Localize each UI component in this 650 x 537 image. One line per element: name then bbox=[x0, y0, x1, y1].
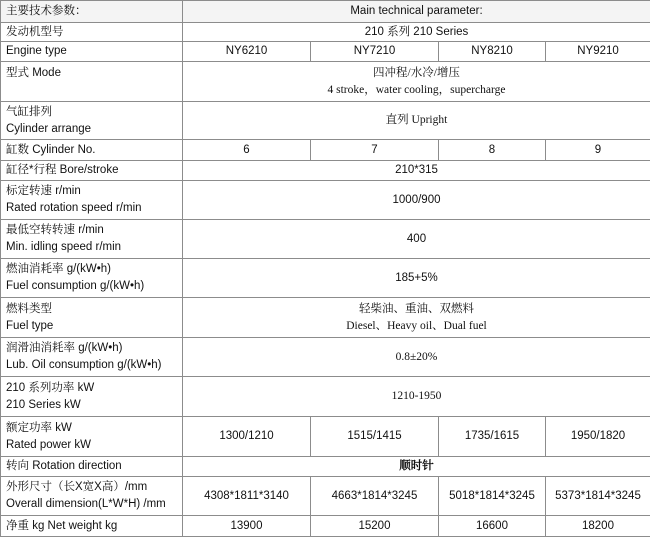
weight-label: 净重 kg Net weight kg bbox=[1, 516, 183, 537]
speed-label-en: Rated rotation speed r/min bbox=[6, 200, 177, 217]
fuel-consumption-label-en: Fuel consumption g/(kW•h) bbox=[6, 278, 177, 295]
rotation-value: 顺时针 bbox=[183, 457, 650, 477]
bore-row bbox=[1, 161, 650, 181]
dimension-label-cn: 外形尺寸（长X宽X高）/mm bbox=[6, 479, 177, 496]
cylinder-cell: 7 bbox=[311, 140, 439, 161]
oil-consumption-label-en: Lub. Oil consumption g/(kW•h) bbox=[6, 357, 177, 374]
rated-power-label bbox=[1, 417, 183, 457]
dimension-cell: 5018*1814*3245 bbox=[439, 477, 546, 516]
fuel-consumption-row bbox=[1, 259, 650, 298]
oil-consumption-value: 0.8±20% bbox=[183, 338, 650, 377]
model-cell: NY8210 bbox=[439, 42, 546, 62]
header-label: 主要技术参数： bbox=[1, 1, 183, 23]
rated-power-cell: 1515/1415 bbox=[311, 417, 439, 457]
model-cell: NY9210 bbox=[546, 42, 650, 62]
rated-power-row bbox=[1, 417, 650, 457]
rotation-row bbox=[1, 457, 650, 477]
dimension-label-en: Overall dimension(L*W*H) /mm bbox=[6, 496, 177, 513]
mode-value-en: 4 stroke，water cooling，supercharge bbox=[188, 82, 645, 99]
cylinder-row bbox=[1, 140, 650, 161]
series-power-row bbox=[1, 377, 650, 417]
rated-power-cell: 1950/1820 bbox=[546, 417, 650, 457]
oil-consumption-row bbox=[1, 338, 650, 377]
model-cell: NY6210 bbox=[183, 42, 311, 62]
oil-consumption-label-cn: 润滑油消耗率 g/(kW•h) bbox=[6, 340, 177, 357]
mode-row bbox=[1, 62, 650, 102]
fuel-type-label-en: Fuel type bbox=[6, 318, 177, 335]
header-row bbox=[1, 1, 650, 23]
rated-power-label-cn: 额定功率 kW bbox=[6, 420, 177, 437]
series-power-label-en: 210 Series kW bbox=[6, 397, 177, 414]
weight-row bbox=[1, 516, 650, 537]
weight-cell: 15200 bbox=[311, 516, 439, 537]
engine-label-en: Engine type bbox=[1, 42, 183, 62]
weight-cell: 13900 bbox=[183, 516, 311, 537]
dimension-cell: 4308*1811*3140 bbox=[183, 477, 311, 516]
series-power-label-cn: 210 系列功率 kW bbox=[6, 380, 177, 397]
dimension-cell: 4663*1814*3245 bbox=[311, 477, 439, 516]
series-label: 210 系列 210 Series bbox=[183, 23, 650, 42]
cylinder-cell: 6 bbox=[183, 140, 311, 161]
idle-label-en: Min. idling speed r/min bbox=[6, 239, 177, 256]
dimension-row bbox=[1, 477, 650, 516]
speed-label bbox=[1, 181, 183, 220]
fuel-consumption-label-cn: 燃油消耗率 g/(kW•h) bbox=[6, 261, 177, 278]
dimension-label bbox=[1, 477, 183, 516]
arrange-label bbox=[1, 102, 183, 140]
cylinder-label: 缸数 Cylinder No. bbox=[1, 140, 183, 161]
fuel-type-row bbox=[1, 298, 650, 338]
idle-row bbox=[1, 220, 650, 259]
oil-consumption-label bbox=[1, 338, 183, 377]
idle-label-cn: 最低空转转速 r/min bbox=[6, 222, 177, 239]
fuel-type-label-cn: 燃料类型 bbox=[6, 301, 177, 318]
arrange-value: 直列 Upright bbox=[183, 102, 650, 140]
speed-value: 1000/900 bbox=[183, 181, 650, 220]
rated-power-cell: 1735/1615 bbox=[439, 417, 546, 457]
fuel-type-value bbox=[183, 298, 650, 338]
series-power-label bbox=[1, 377, 183, 417]
header-title: Main technical parameter: bbox=[183, 1, 650, 23]
arrange-row bbox=[1, 102, 650, 140]
fuel-type-label bbox=[1, 298, 183, 338]
series-power-value: 1210-1950 bbox=[183, 377, 650, 417]
rated-power-label-en: Rated power kW bbox=[6, 437, 177, 454]
idle-value: 400 bbox=[183, 220, 650, 259]
fuel-type-value-cn: 轻柴油、重油、双燃料 bbox=[188, 301, 645, 318]
weight-cell: 18200 bbox=[546, 516, 650, 537]
engine-type-row bbox=[1, 42, 650, 62]
engine-label-cn: 发动机型号 bbox=[1, 23, 183, 42]
idle-label bbox=[1, 220, 183, 259]
mode-value-cn: 四冲程/水冷/增压 bbox=[188, 65, 645, 82]
cylinder-cell: 9 bbox=[546, 140, 650, 161]
engine-series-row bbox=[1, 23, 650, 42]
mode-label: 型式 Mode bbox=[1, 62, 183, 102]
arrange-label-en: Cylinder arrange bbox=[6, 121, 177, 138]
fuel-consumption-value: 185+5% bbox=[183, 259, 650, 298]
model-cell: NY7210 bbox=[311, 42, 439, 62]
dimension-cell: 5373*1814*3245 bbox=[546, 477, 650, 516]
fuel-type-value-en: Diesel、Heavy oil、Dual fuel bbox=[188, 318, 645, 335]
bore-label: 缸径*行程 Bore/stroke bbox=[1, 161, 183, 181]
cylinder-cell: 8 bbox=[439, 140, 546, 161]
weight-cell: 16600 bbox=[439, 516, 546, 537]
rotation-label: 转向 Rotation direction bbox=[1, 457, 183, 477]
rated-power-cell: 1300/1210 bbox=[183, 417, 311, 457]
speed-label-cn: 标定转速 r/min bbox=[6, 183, 177, 200]
arrange-label-cn: 气缸排列 bbox=[6, 104, 177, 121]
bore-value: 210*315 bbox=[183, 161, 650, 181]
fuel-consumption-label bbox=[1, 259, 183, 298]
speed-row bbox=[1, 181, 650, 220]
mode-value bbox=[183, 62, 650, 102]
